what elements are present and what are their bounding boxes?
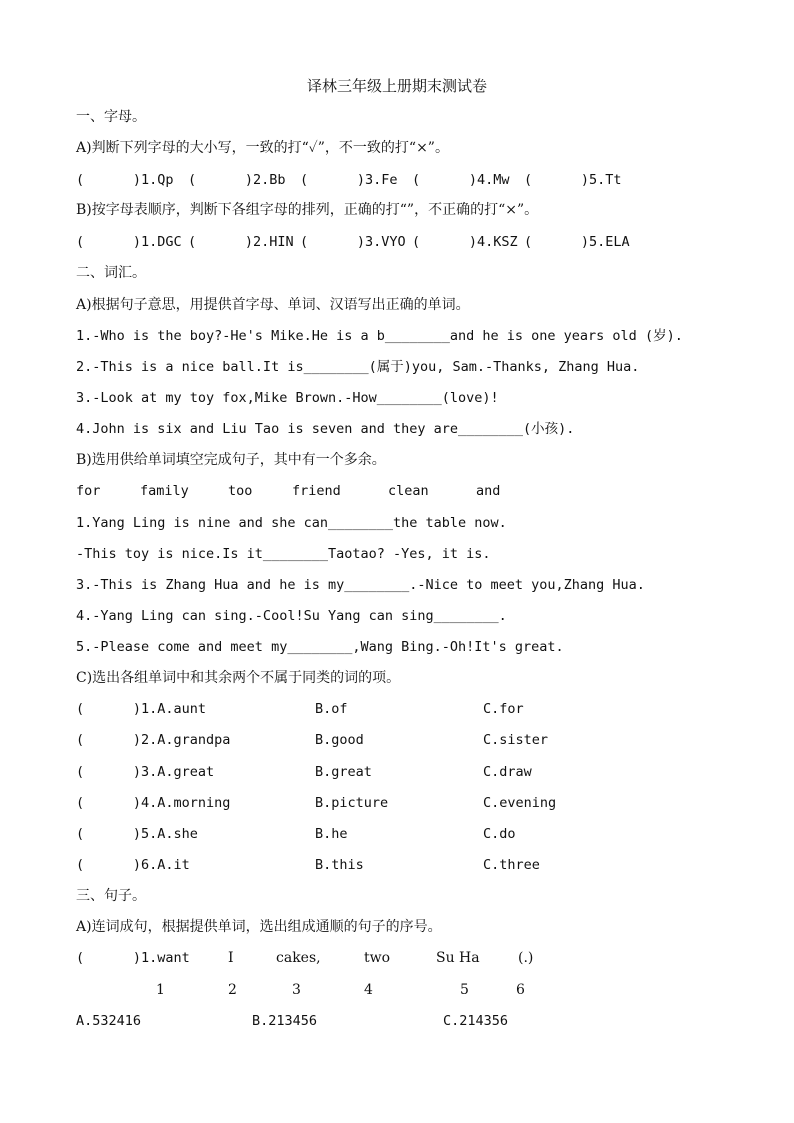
odd-one-out-option-b: B.this — [315, 857, 364, 873]
vocab-a-question-4: 4.John is six and Liu Tao is seven and they are________(小孩). — [76, 421, 575, 437]
odd-one-out-option-b: B.good — [315, 732, 364, 748]
word-number: 2 — [228, 982, 237, 998]
odd-one-out-option-a: ( )3.A.great — [76, 764, 215, 780]
word-bank-item: for — [76, 483, 101, 499]
odd-one-out-row — [76, 793, 716, 813]
letters-a-item-1: ( )1.Qp — [76, 172, 174, 188]
sentence-question-prefix: ( )1.want — [76, 950, 190, 966]
letters-part-a-instruction: A)判断下列字母的大小写，一致的打“✓”，不一致的打“×”。 — [76, 140, 449, 156]
odd-one-out-row — [76, 730, 716, 750]
odd-one-out-row — [76, 855, 716, 875]
section-heading-letters: 一、字母。 — [76, 109, 146, 125]
word-number: 5 — [460, 982, 469, 998]
odd-one-out-row — [76, 762, 716, 782]
word-number: 1 — [156, 982, 165, 998]
word-bank-item: friend — [292, 483, 341, 499]
letters-b-item-3: ( )3.VYO — [300, 234, 406, 250]
vocab-part-b-instruction: B)选用供给单词填空完成句子，其中有一个多余。 — [76, 452, 386, 468]
odd-one-out-option-b: B.picture — [315, 795, 389, 811]
word-bank-item: clean — [388, 483, 429, 499]
letters-a-item-2: ( )2.Bb — [188, 172, 286, 188]
odd-one-out-option-a: ( )6.A.it — [76, 857, 190, 873]
vocab-a-question-2: 2.-This is a nice ball.It is________(属于)you, Sam.-Thanks, Zhang Hua. — [76, 359, 640, 375]
sentence-word-row — [76, 948, 716, 968]
vocab-b-question-1: 1.Yang Ling is nine and she can________the table now. — [76, 515, 507, 531]
odd-one-out-option-b: B.he — [315, 826, 348, 842]
sentence-option-c: C.214356 — [443, 1013, 509, 1029]
odd-one-out-option-a: ( )4.A.morning — [76, 795, 231, 811]
odd-one-out-option-c: C.evening — [483, 795, 557, 811]
odd-one-out-option-c: C.draw — [483, 764, 532, 780]
word-bank-item: and — [476, 483, 501, 499]
letters-part-b-items — [76, 232, 716, 252]
vocab-a-question-1: 1.-Who is the boy?-He's Mike.He is a b________and he is one years old (岁). — [76, 328, 683, 344]
sentence-option-b: B.213456 — [252, 1013, 318, 1029]
odd-one-out-option-c: C.for — [483, 701, 524, 717]
sentence-options-row — [76, 1011, 716, 1031]
sentence-word: cakes, — [276, 950, 321, 966]
letters-b-item-1: ( )1.DGC — [76, 234, 182, 250]
sentence-word: Su Ha — [436, 950, 480, 966]
sentence-word: two — [364, 950, 391, 966]
word-number: 4 — [364, 982, 373, 998]
odd-one-out-option-b: B.great — [315, 764, 372, 780]
letters-part-a-items — [76, 170, 716, 190]
odd-one-out-row — [76, 824, 716, 844]
odd-one-out-option-b: B.of — [315, 701, 348, 717]
worksheet-title: 译林三年级上册期末测试卷 — [306, 77, 487, 95]
word-number: 3 — [292, 982, 301, 998]
word-bank-item: too — [228, 483, 253, 499]
vocab-a-question-3: 3.-Look at my toy fox,Mike Brown.-How________(love)! — [76, 390, 499, 406]
odd-one-out-row — [76, 699, 716, 719]
letters-a-item-5: ( )5.Tt — [524, 172, 622, 188]
vocab-b-question-4: 4.-Yang Ling can sing.-Cool!Su Yang can sing________. — [76, 608, 507, 624]
sentence-option-a: A.532416 — [76, 1013, 142, 1029]
vocab-part-c-instruction: C)选出各组单词中和其余两个不属于同类的词的项。 — [76, 670, 401, 686]
vocab-b-question-2: -This toy is nice.Is it________Taotao? -Yes, it is. — [76, 546, 491, 562]
word-bank — [76, 481, 716, 501]
odd-one-out-option-c: C.sister — [483, 732, 549, 748]
word-bank-item: family — [140, 483, 189, 499]
letters-b-item-5: ( )5.ELA — [524, 234, 630, 250]
letters-b-item-2: ( )2.HIN — [188, 234, 294, 250]
vocab-b-question-3: 3.-This is Zhang Hua and he is my________.-Nice to meet you,Zhang Hua. — [76, 577, 645, 593]
word-number: 6 — [516, 982, 525, 998]
section-heading-vocabulary: 二、词汇。 — [76, 265, 146, 281]
letters-a-item-3: ( )3.Fe — [300, 172, 398, 188]
section-heading-sentences: 三、句子。 — [76, 888, 146, 904]
odd-one-out-option-c: C.three — [483, 857, 540, 873]
odd-one-out-option-a: ( )5.A.she — [76, 826, 198, 842]
sentence-number-row — [76, 980, 716, 1000]
letters-a-item-4: ( )4.Mw — [412, 172, 510, 188]
letters-b-item-4: ( )4.KSZ — [412, 234, 518, 250]
odd-one-out-option-a: ( )2.A.grandpa — [76, 732, 231, 748]
vocab-b-question-5: 5.-Please come and meet my________,Wang Bing.-Oh!It's great. — [76, 639, 564, 655]
letters-part-b-instruction: B)按字母表顺序，判断下各组字母的排列，正确的打“”，不正确的打“×”。 — [76, 202, 539, 218]
sentence-word: I — [228, 950, 234, 966]
sentences-part-a-instruction: A)连词成句，根据提供单词，选出组成通顺的句子的序号。 — [76, 919, 442, 935]
sentence-word: (.) — [518, 950, 534, 966]
odd-one-out-option-a: ( )1.A.aunt — [76, 701, 207, 717]
odd-one-out-option-c: C.do — [483, 826, 516, 842]
vocab-part-a-instruction: A)根据句子意思，用提供首字母、单词、汉语写出正确的单词。 — [76, 297, 470, 313]
